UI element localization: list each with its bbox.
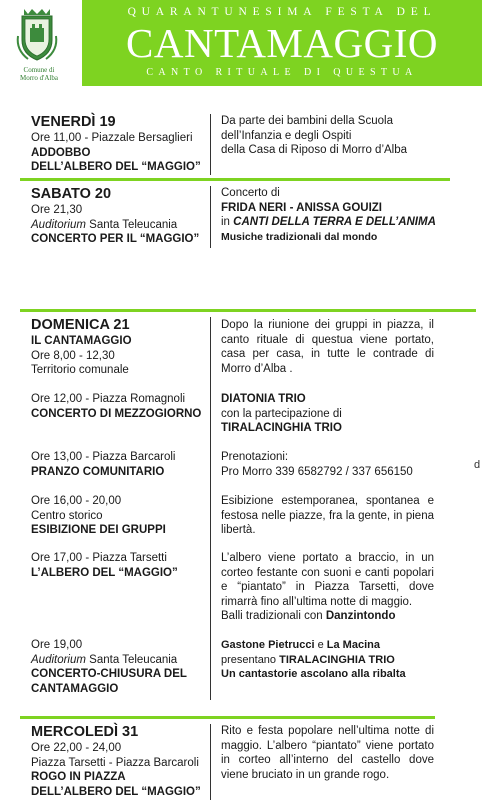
- sunday-left: [31, 317, 207, 378]
- event-closing-r1: [221, 638, 434, 653]
- banner-kicker: QUARANTUNESIMA FESTA DEL: [127, 6, 437, 18]
- saturday-music: Musiche tradizionali dal mondo: [221, 230, 378, 243]
- event-groups-left: [31, 494, 207, 538]
- saturday-show-line: [221, 215, 434, 230]
- saturday-right: [221, 186, 434, 244]
- event-tree-r2: Balli tradizionali con: [221, 610, 326, 622]
- sunday-place: Territorio comunale: [31, 364, 129, 376]
- saturday-performers: FRIDA NERI - ANISSA GOUIZI: [221, 201, 382, 214]
- saturday-title: CONCERTO PER IL “MAGGIO”: [31, 233, 200, 245]
- event-closing-r3: Un cantastorie ascolano alla ribalta: [221, 668, 406, 680]
- event-closing-venue: [31, 653, 207, 668]
- margin-letter: d: [474, 459, 481, 471]
- friday-desc-2: dell’Infanzia e degli Ospiti: [221, 129, 352, 142]
- event-closing-left: [31, 638, 207, 696]
- event-lunch-left: [31, 450, 207, 479]
- saturday-venue-rest: Santa Teleucania: [85, 218, 178, 231]
- event-groups-place: Centro storico: [31, 509, 103, 522]
- event-tree-time: Ore 17,00 - Piazza Tarsetti: [31, 552, 167, 564]
- event-closing-r1b: e: [314, 639, 327, 651]
- wednesday-place: Piazza Tarsetti - Piazza Barcaroli: [31, 756, 199, 769]
- event-groups-title: ESIBIZIONE DEI GRUPPI: [31, 524, 166, 536]
- saturday-left: [31, 186, 207, 247]
- saturday-in: in: [221, 216, 234, 228]
- event-midday-left: [31, 392, 207, 421]
- wednesday-time: Ore 22,00 - 24,00: [31, 742, 122, 754]
- crest-label-line-2: Morro d'Alba: [19, 74, 58, 82]
- saturday-show: CANTI DELLA TERRA E DELL’ANIMA: [233, 216, 436, 228]
- saturday-desc-1: Concerto di: [221, 187, 280, 199]
- event-closing-r2: [221, 653, 434, 668]
- event-midday-r3: TIRALACINGHIA TRIO: [221, 422, 342, 434]
- wednesday-day: MERCOLEDÌ 31: [31, 724, 139, 740]
- divider-saturday: [210, 186, 211, 248]
- event-tree-right: [221, 551, 434, 624]
- event-midday-r1: DIATONIA TRIO: [221, 393, 306, 405]
- title-banner: [82, 0, 482, 86]
- friday-desc-1: Da parte dei bambini della Scuola: [221, 115, 393, 127]
- wednesday-left: [31, 724, 207, 799]
- rule-sunday: [20, 309, 476, 312]
- event-closing-r1c: La Macina: [326, 639, 380, 651]
- event-tree-r3: Danzintondo: [325, 610, 396, 622]
- wednesday-title-1: ROGO IN PIAZZA: [31, 771, 126, 783]
- friday-desc-3: della Casa di Riposo di Morro d’Alba: [221, 144, 408, 156]
- event-lunch-r1: Prenotazioni:: [221, 451, 289, 463]
- banner-title: CANTAMAGGIO: [126, 20, 438, 66]
- event-closing-r2a: presentano: [221, 653, 280, 666]
- event-lunch-title: PRANZO COMUNITARIO: [31, 465, 165, 478]
- event-closing-right: [221, 638, 434, 682]
- saturday-day: SABATO 20: [31, 186, 112, 202]
- saturday-venue: [31, 218, 207, 233]
- sunday-time: Ore 8,00 - 12,30: [31, 349, 115, 362]
- event-midday-title: CONCERTO DI MEZZOGIORNO: [31, 407, 202, 420]
- event-closing-title-2: CANTAMAGGIO: [31, 682, 119, 695]
- event-groups-r1: Esibizione estemporanea, spontanea e festosa nelle piazze, fra la gente, in piena libertà.: [221, 495, 434, 536]
- event-tree-r1: L’albero viene portato a braccio, in un corteo festante con suoni e canti popolari e “piantato” in Piazza Tarsetti, dove rimarrà fino all’ultima notte di maggio.: [221, 552, 434, 608]
- divider-friday: [210, 114, 211, 175]
- divider-sunday: [210, 317, 211, 700]
- crest-label: [4, 66, 74, 82]
- event-lunch-time: Ore 13,00 - Piazza Barcaroli: [31, 451, 176, 463]
- event-midday-r2: con la partecipazione di: [221, 407, 342, 420]
- crest-label-line-1: Comune di: [23, 66, 55, 74]
- event-lunch-right: [221, 450, 434, 479]
- sunday-title: IL CANTAMAGGIO: [31, 335, 132, 347]
- wednesday-desc: Rito e festa popolare nell’ultima notte di maggio. L’albero “piantato” viene portato in corteo all’interno del castello dove viene bruciato in un grande rogo.: [221, 725, 434, 781]
- event-groups-time: Ore 16,00 - 20,00: [31, 495, 122, 507]
- event-closing-venue-rest: Santa Teleucania: [85, 653, 178, 666]
- event-tree-left: [31, 551, 207, 580]
- friday-day: VENERDÌ 19: [31, 114, 116, 130]
- crest-box: [0, 0, 82, 88]
- event-lunch-r2: Pro Morro 339 6582792 / 337 656150: [221, 465, 413, 478]
- friday-left: [31, 114, 207, 175]
- event-tree-dance: [221, 609, 434, 624]
- saturday-venue-italic: Auditorium: [31, 218, 86, 231]
- sunday-day: DOMENICA 21: [31, 317, 130, 333]
- event-closing-time: Ore 19,00: [31, 639, 83, 651]
- event-closing-r2b: TIRALACINGHIA TRIO: [279, 653, 395, 666]
- sunday-desc: Dopo la riunione dei gruppi in piazza, il canto rituale di questua viene portato, casa per casa, in tutte le contrade di Morro d’Alba .: [221, 319, 434, 375]
- friday-title-1: ADDOBBO: [31, 146, 91, 159]
- divider-wednesday: [210, 724, 211, 800]
- coat-of-arms-icon: [14, 6, 60, 64]
- event-closing-r1a: Gastone Pietrucci: [221, 639, 315, 651]
- banner-subtitle: CANTO RITUALE DI QUESTUA: [146, 67, 418, 78]
- friday-title-2: DELL’ALBERO DEL “MAGGIO”: [31, 161, 201, 173]
- saturday-time: Ore 21,30: [31, 204, 83, 216]
- event-midday-time: Ore 12,00 - Piazza Romagnoli: [31, 393, 186, 405]
- header: [0, 0, 482, 88]
- event-closing-title-1: CONCERTO-CHIUSURA DEL: [31, 668, 187, 680]
- event-closing-venue-italic: Auditorium: [31, 653, 86, 666]
- event-tree-title: L’ALBERO DEL “MAGGIO”: [31, 566, 178, 579]
- event-midday-right: [221, 392, 434, 436]
- rule-saturday: [20, 178, 450, 181]
- friday-right: [221, 114, 434, 158]
- wednesday-title-2: DELL’ALBERO DEL “MAGGIO”: [31, 785, 201, 798]
- friday-time: Ore 11,00 - Piazzale Bersaglieri: [31, 132, 193, 144]
- rule-wednesday: [20, 716, 435, 719]
